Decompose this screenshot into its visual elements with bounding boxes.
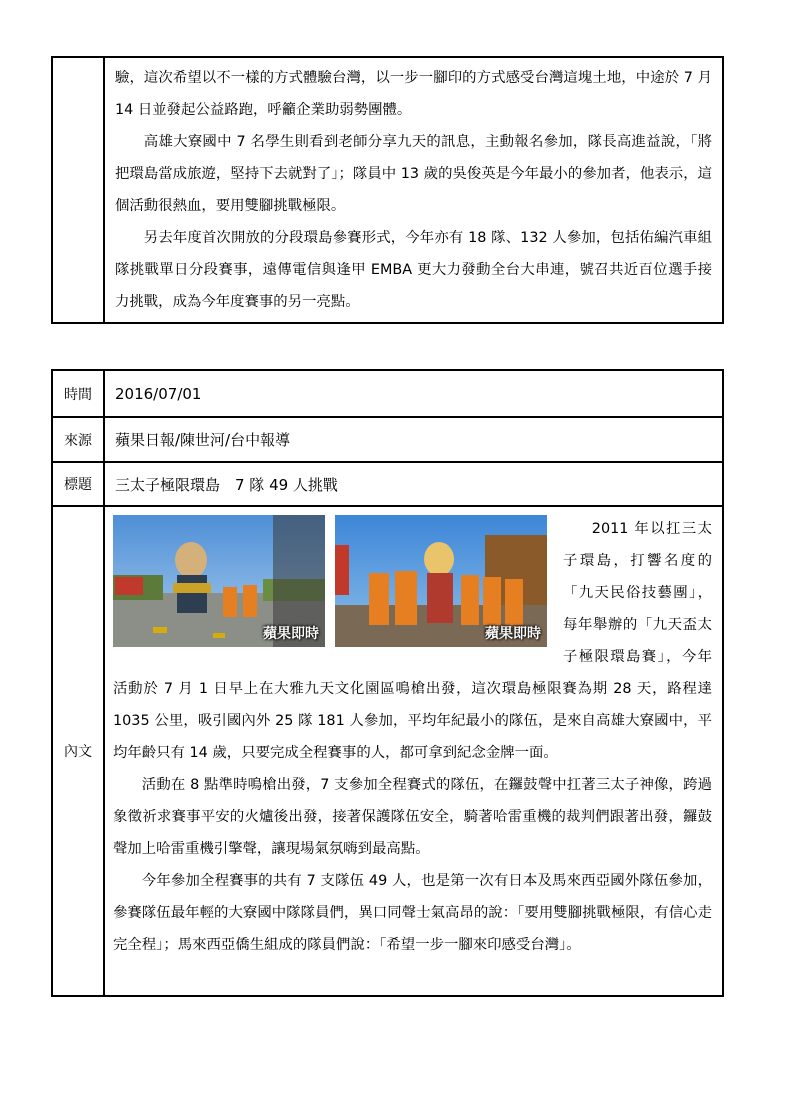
time-label: 時間	[52, 370, 104, 417]
source-label: 來源	[52, 417, 104, 462]
article-table	[51, 369, 724, 997]
body-label: 內文	[52, 506, 104, 996]
paragraph: 活動在 8 點準時鳴槍出發，7 支參加全程賽式的隊伍，在鑼鼓聲中扛著三太子神像，跨過象徵祈求賽事平安的火爐後出發，接著保護隊伍安全，騎著哈雷重機的裁判們跟著出發，鑼鼓聲加上哈雷重機引擎聲，讓現場氣氛嗨到最高點。	[113, 777, 712, 857]
time-value: 2016/07/01	[104, 370, 723, 417]
paragraph: 2011 年以扛三太子環島，打響名度的「九天民俗技藝團」，每年舉辦的「九天盃太子極限環島賽」，今年活動於 7 月 1 日早上在大雅九天文化園區鳴槍出發，這次環島極限賽為期 28 天，路程達 1035 公里，吸引國內外 25 隊 181 人參加，平均年紀最小的隊伍，是來自高雄大寮國中，平均年齡只有 14 歲，只要完成全程賽事的人，都可拿到紀念金牌一面。	[113, 521, 712, 761]
paragraph: 另去年度首次開放的分段環島參賽形式，今年亦有 18 隊、132 人參加，包括佑編汽車組隊挑戰單日分段賽事，遠傳電信與逢甲 EMBA 更大力發動全台大串連，號召共近百位選手接力挑戰，成為今年度賽事的另一亮點。	[115, 230, 712, 310]
title-value: 三太子極限環島 7 隊 49 人挑戰	[104, 462, 723, 506]
title-label: 標題	[52, 462, 104, 506]
photo-group	[113, 513, 553, 649]
source-value: 蘋果日報/陳世河/台中報導	[104, 417, 723, 462]
empty-label-cell	[52, 57, 104, 323]
article-body	[104, 506, 723, 996]
paragraph: 驗，這次希望以不一樣的方式體驗台灣，以一步一腳印的方式感受台灣這塊土地，中途於 7 月 14 日並發起公益路跑，呼籲企業助弱勢團體。	[115, 70, 712, 118]
continuation-body	[104, 57, 723, 323]
paragraph: 高雄大寮國中 7 名學生則看到老師分享九天的訊息，主動報名參加，隊長高進益說，「將把環島當成旅遊，堅持下去就對了」；隊員中 13 歲的吳俊英是今年最小的參加者，他表示，這個活動很熱血，要用雙腳挑戰極限。	[115, 134, 712, 214]
paragraph: 今年參加全程賽事的共有 7 支隊伍 49 人，也是第一次有日本及馬來西亞國外隊伍參加，參賽隊伍最年輕的大寮國中隊隊員們，異口同聲士氣高昂的說：「要用雙腳挑戰極限，有信心走完全程」；馬來西亞僑生組成的隊員們說：「希望一步一腳來印感受台灣」。	[113, 873, 712, 953]
continuation-table	[51, 56, 724, 324]
team-photo	[335, 515, 547, 647]
photo-watermark: 蘋果即時	[485, 626, 541, 642]
photo-watermark: 蘋果即時	[263, 626, 319, 642]
parade-photo	[113, 515, 325, 647]
